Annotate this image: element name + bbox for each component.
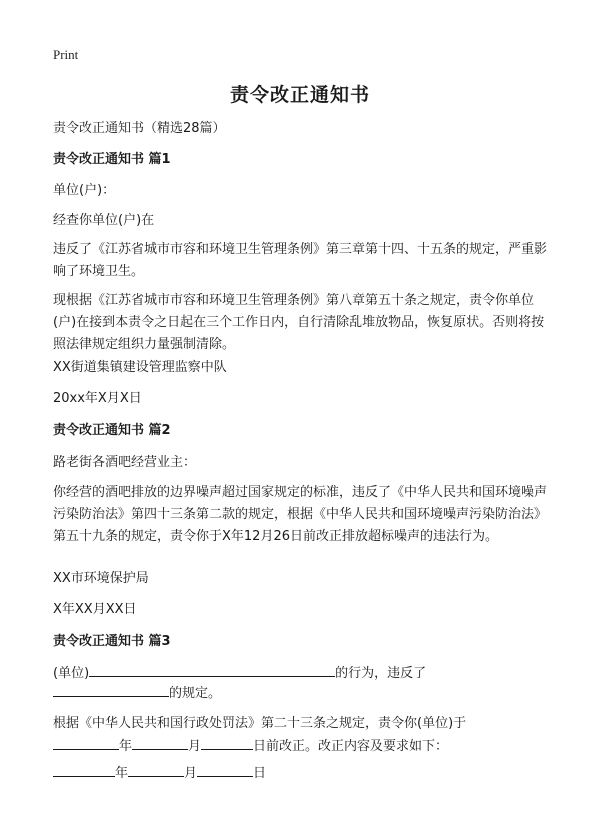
- section-1-paragraph-1: 违反了《江苏省城市市容和环境卫生管理条例》第三章第十四、十五条的规定，严重影响了环境卫生。: [53, 242, 548, 279]
- section-1-paragraph-2: 现根据《江苏省城市市容和环境卫生管理条例》第八章第五十条之规定，责令你单位(户)在接到本责令之日起在三个工作日内，自行清除乱堆放物品，恢复原状。否则将按照法律规定组织力量强制清除。: [53, 293, 545, 352]
- section-1-issuer: XX街道集镇建设管理监察中队: [53, 360, 227, 375]
- month-label: 月: [188, 739, 202, 754]
- section-2-addressee: 路老街各酒吧经营业主：: [53, 455, 197, 470]
- section-2-date: X年XX月XX日: [53, 602, 137, 617]
- document-subtitle: 责令改正通知书（精选28篇）: [53, 121, 226, 136]
- blank-line: [128, 762, 184, 777]
- blank-line: [201, 735, 253, 750]
- unit-label: (单位): [53, 666, 90, 681]
- year-label: 年: [119, 739, 133, 754]
- section-heading-3: 责令改正通知书 篇3: [53, 634, 171, 649]
- day-label: 日: [253, 766, 267, 781]
- section-2-issuer: XX市环境保护局: [53, 571, 149, 586]
- month-label: 月: [184, 766, 198, 781]
- blank-line: [53, 682, 169, 697]
- section-1-addressee: 单位(户)：: [53, 183, 116, 198]
- violation-text: 的行为，违反了: [335, 666, 427, 681]
- page-title: 责令改正通知书: [229, 84, 370, 106]
- blank-line: [53, 735, 119, 750]
- blank-line: [53, 762, 115, 777]
- section-1-line: 经查你单位(户)在: [53, 213, 155, 228]
- rule-text: 的规定。: [169, 686, 222, 701]
- section-heading-2: 责令改正通知书 篇2: [53, 423, 171, 438]
- print-link[interactable]: Print: [53, 47, 79, 62]
- section-3-line-2: [53, 682, 553, 705]
- day-label: 日前改正。改正内容及要求如下：: [253, 739, 449, 754]
- section-3-date-line: [53, 762, 553, 785]
- section-1-date: 20xx年X月X日: [53, 391, 142, 406]
- blank-line: [197, 762, 253, 777]
- section-2-paragraph-1: 你经营的酒吧排放的边界噪声超过国家规定的标准，违反了《中华人民共和国环境噪声污染防治法》第四十三条第二款的规定，根据《中华人民共和国环境噪声污染防治法》第五十九条的规定，责令你于X年12月26日前改正排放超标噪声的违法行为。: [53, 485, 548, 544]
- paragraph-text: 根据《中华人民共和国行政处罚法》第二十三条之规定，责令你(单位)于: [53, 716, 467, 731]
- blank-line: [132, 735, 188, 750]
- section-heading-1: 责令改正通知书 篇1: [53, 152, 171, 167]
- blank-line: [89, 662, 335, 677]
- year-label: 年: [115, 766, 129, 781]
- section-3-paragraph-1: [53, 713, 553, 758]
